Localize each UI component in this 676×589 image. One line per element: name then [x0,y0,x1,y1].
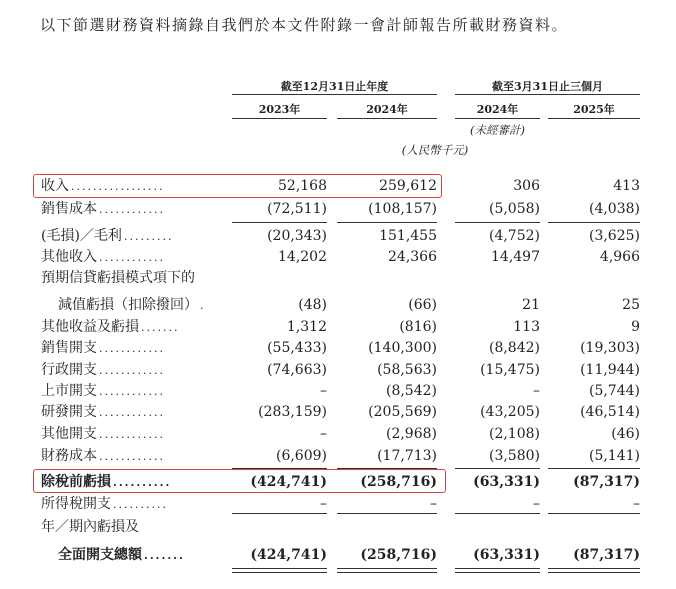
row-value: (87,317) [573,547,640,563]
row-value: – [430,496,437,512]
header-year-underline [337,118,437,119]
row-label: 其他開支 [41,426,97,442]
row-value: 24,366 [388,249,437,265]
header-group-annual: 截至12月31日止年度 [280,80,389,93]
row-value: – [320,496,327,512]
row-value: (816) [399,319,437,335]
row-value: (55,433) [267,340,327,356]
row-leader-dots: ............ [99,428,165,441]
row-value: (58,563) [377,362,437,378]
row-value: – [320,383,327,399]
row-value: (63,331) [473,547,540,563]
row-value: (8,542) [385,383,437,399]
row-value: (15,475) [480,362,540,378]
loss-before-tax-highlight-box [33,469,446,493]
subtotal-rule [548,513,640,514]
total-double-rule [337,568,437,569]
row-label: 其他收入 [41,249,97,265]
table-row [0,494,676,515]
row-value: (72,511) [267,201,327,217]
subtotal-rule [455,513,540,514]
subtotal-rule [232,222,327,223]
row-value: (6,609) [275,448,327,464]
row-value: 21 [522,297,540,313]
row-value: 9 [631,319,640,335]
total-double-rule [548,572,640,573]
row-leader-dots: ............ [99,251,165,264]
row-value: (2,108) [488,426,540,442]
header-year-underline [548,118,640,119]
table-row [0,199,676,220]
row-value: (74,663) [267,362,327,378]
row-value: (63,331) [473,474,540,490]
total-double-rule [232,572,327,573]
row-leader-dots: . [200,299,206,312]
subtotal-rule [337,513,437,514]
row-value: 113 [513,319,540,335]
row-leader-dots: ............ [99,385,165,398]
table-row [0,295,676,316]
table-row [0,517,676,538]
row-value: (283,159) [258,404,327,420]
row-value: (205,569) [368,404,437,420]
row-label: 研發開支 [41,404,97,420]
header-year-2025: 2025年 [573,103,615,116]
table-row [0,446,676,467]
row-value: (20,343) [267,228,327,244]
row-value: (19,303) [580,340,640,356]
row-leader-dots: ................. [71,180,165,193]
row-value: (140,300) [368,340,437,356]
row-value: – [633,496,640,512]
row-value: 151,455 [379,228,437,244]
table-row [0,317,676,338]
row-leader-dots: ............ [99,450,165,463]
row-value: (3,580) [488,448,540,464]
row-label: 銷售成本 [41,201,97,217]
row-value: (11,944) [580,362,640,378]
total-double-rule [337,572,437,573]
row-leader-dots: ............ [99,342,165,355]
row-value: (17,713) [377,448,437,464]
header-year-2024-quarter: 2024年 [476,103,519,116]
header-year-underline [455,118,540,119]
row-value: (424,741) [250,474,327,490]
header-group-quarter-underline [455,94,640,95]
table-row [0,226,676,247]
row-value: (258,716) [360,547,437,563]
row-value: (108,157) [368,201,437,217]
table-row [0,402,676,423]
row-value: (46) [611,426,640,442]
total-double-rule [455,572,540,573]
row-leader-dots: ......... [124,230,174,243]
table-row [0,338,676,359]
row-value: (48) [298,297,327,313]
row-value: (5,141) [588,448,640,464]
row-value: – [533,383,540,399]
row-value: (4,752) [488,228,540,244]
row-label: 全面開支總額 [58,547,142,563]
subtotal-rule [548,468,640,469]
table-row [0,381,676,402]
total-double-rule [232,568,327,569]
row-value: (2,968) [385,426,437,442]
row-value: (43,205) [480,404,540,420]
header-year-2023: 2023年 [258,103,301,116]
table-row [0,360,676,381]
header-year-2024-annual: 2024年 [366,103,408,116]
row-value: 52,168 [278,178,327,194]
table-row [0,424,676,445]
row-label: 財務成本 [41,448,97,464]
row-value: – [533,496,540,512]
row-value: (46,514) [580,404,640,420]
row-label: 除稅前虧損 [41,474,111,490]
row-label: 行政開支 [41,362,97,378]
unit-note: (人民幣千元) [401,143,469,157]
row-label: 預期信貸虧損模式項下的 [41,270,195,286]
row-label: 其他收益及虧損 [41,319,139,335]
table-row [0,268,676,289]
row-label: 減值虧損（扣除撥回） [58,297,198,313]
row-leader-dots: ............ [99,406,165,419]
row-leader-dots: .......... [113,498,168,511]
row-value: 14,497 [491,249,540,265]
unaudited-note: (未經審計) [470,123,525,137]
row-value: 413 [613,178,640,194]
subtotal-rule [337,222,437,223]
row-value: (8,842) [488,340,540,356]
row-value: (4,038) [588,201,640,217]
row-leader-dots: .......... [113,476,172,489]
row-value: (258,716) [360,474,437,490]
subtotal-rule [455,222,540,223]
subtotal-rule [548,222,640,223]
row-value: (3,625) [588,228,640,244]
row-label: (毛損)／毛利 [41,228,122,244]
row-label: 收入 [41,178,69,194]
table-row [0,545,676,566]
header-group-annual-underline [232,94,437,95]
header-year-underline [232,118,327,119]
row-value: (66) [408,297,437,313]
row-label: 所得稅開支 [41,496,111,512]
table-row [0,247,676,268]
row-leader-dots: ............ [99,203,165,216]
row-value: 4,966 [599,249,640,265]
row-label: 年／期內虧損及 [41,519,139,535]
row-value: 259,612 [379,178,437,194]
total-double-rule [548,568,640,569]
revenue-highlight-box [33,174,442,198]
row-value: 1,312 [286,319,327,335]
row-value: 306 [513,178,540,194]
row-value: (5,744) [588,383,640,399]
row-label: 上市開支 [41,383,97,399]
header-group-quarter: 截至3月31日止三個月 [492,80,603,93]
row-value: 25 [622,297,640,313]
total-double-rule [455,568,540,569]
row-value: (5,058) [488,201,540,217]
row-value: (87,317) [573,474,640,490]
row-leader-dots: ....... [141,321,180,334]
row-value: 14,202 [278,249,327,265]
row-leader-dots: ............ [99,364,165,377]
row-label: 銷售開支 [41,340,97,356]
row-value: – [320,426,327,442]
subtotal-rule [455,468,540,469]
intro-text: 以下節選財務資料摘錄自我們於本文件附錄一會計師報告所載財務資料。 [40,16,569,34]
row-leader-dots: ....... [144,549,185,562]
subtotal-rule [232,513,327,514]
row-value: (424,741) [250,547,327,563]
